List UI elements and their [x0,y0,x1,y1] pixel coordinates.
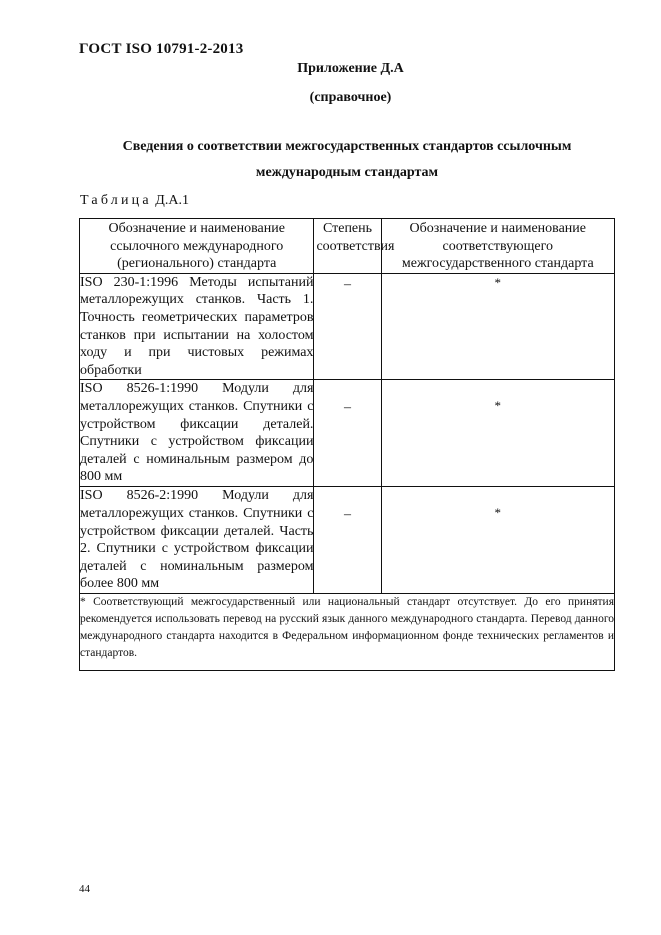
table-label-number: Д.А.1 [151,193,189,208]
degree-cell [314,380,381,487]
table-row [80,273,615,380]
document-code: ГОСТ ISO 10791-2-2013 [79,41,244,57]
reference-standard-cell: ISO 8526-2:1990 Модули для металлорежущих станков. Спутники с устройством фиксации деталей. Часть 2. Спутники с устройством фиксации деталей с номинальным размером более 800 мм [80,487,314,594]
column-header-corresponding: Обозначение и наименование соответствующего межгосударственного стандарта [381,219,614,274]
column-header-degree: Степень соответствия [314,219,381,274]
standards-correspondence-table [79,218,615,671]
degree-cell [314,487,381,594]
section-heading-line-2: международным стандартам [255,165,439,180]
corresponding-standard-cell [381,380,614,487]
corresponding-value: * [494,274,502,290]
table-label-word: Таблица [80,193,152,208]
column-header-reference: Обозначение и наименование ссылочного международного (регионального) стандарта [80,219,314,274]
page-number: 44 [79,883,90,895]
table-row [80,487,615,594]
table-footnote-row [80,594,615,671]
corresponding-standard-cell [381,487,614,594]
table-footnote: * Соответствующий межгосударственный или национальный стандарт отсутствует. До его принятия рекомендуется использовать перевод на русский язык данного международного стандарта. Перевод данного международного стандарта находится в Федеральном информационном фонде технических регламентов и стандартов. [80,594,615,671]
table-header-row [80,219,615,274]
annex-kind: (справочное) [309,90,392,105]
corresponding-value: * [494,398,502,414]
corresponding-value: * [494,505,502,521]
annex-title: Приложение Д.А [297,61,404,76]
reference-standard-cell: ISO 8526-1:1990 Модули для металлорежущих станков. Спутники с устройством фиксации деталей. Спутники с устройством фиксации деталей с номинальным размером до 800 мм [80,380,314,487]
degree-value: – [344,507,351,523]
corresponding-standard-cell [381,273,614,380]
table-label [80,193,189,209]
degree-cell [314,273,381,380]
section-heading-line-1: Сведения о соответствии межгосударственных стандартов ссылочным [122,139,572,154]
table-row [80,380,615,487]
degree-value: – [344,400,351,416]
reference-standard-cell: ISO 230-1:1996 Методы испытаний металлорежущих станков. Часть 1. Точность геометрических параметров станков при испытании на холостом ходу и при чистовых режимах обработки [80,273,314,380]
degree-value: – [344,276,351,292]
